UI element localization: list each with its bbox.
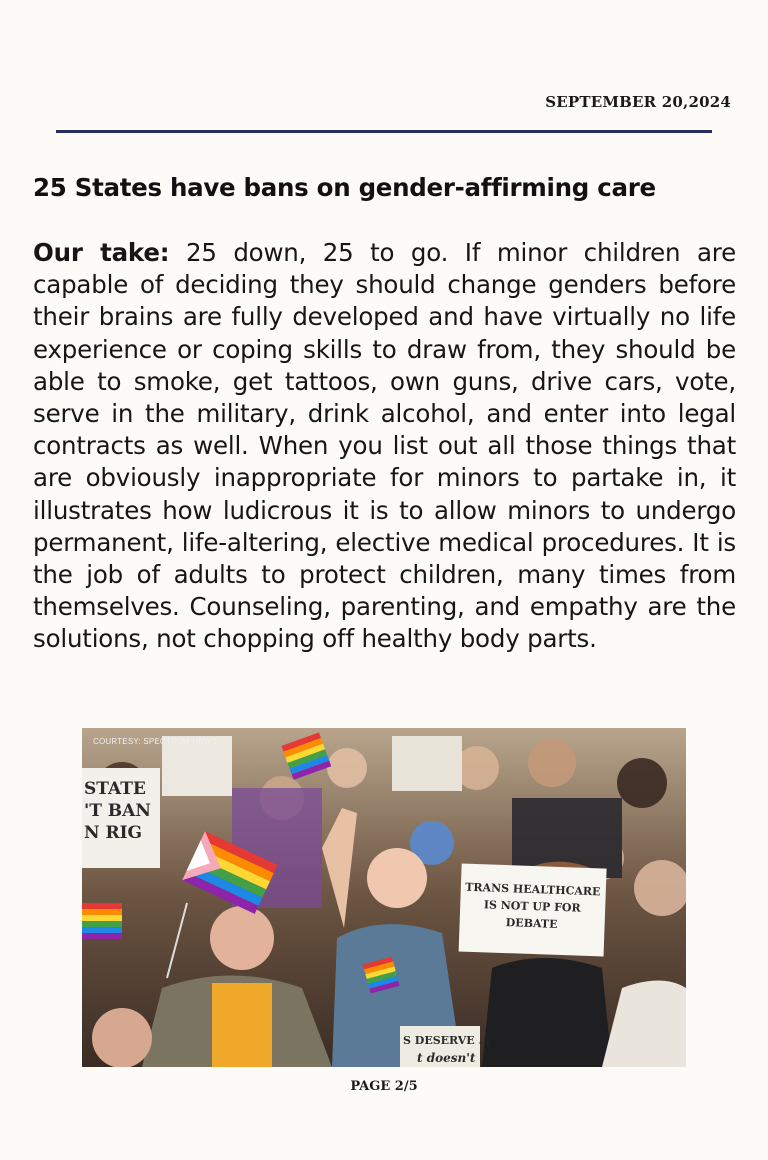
article-body bbox=[33, 237, 736, 656]
photo-credit: COURTESY: SPECTRUM NEWS bbox=[93, 737, 218, 746]
protest-photo bbox=[82, 728, 686, 1067]
bottom-sign-line-2: t doesn't bbox=[417, 1051, 476, 1065]
bottom-protest-sign bbox=[400, 1026, 490, 1067]
left-sign-line-2: 'T BAN bbox=[84, 801, 151, 821]
lead-label: Our take: bbox=[33, 238, 170, 267]
protest-illustration bbox=[82, 728, 686, 1067]
header-divider bbox=[56, 130, 712, 133]
left-sign-line-3: N RIG bbox=[84, 823, 143, 843]
left-sign-line-1: STATE bbox=[84, 779, 146, 799]
article-headline: 25 States have bans on gender-affirming care bbox=[33, 173, 656, 202]
background-sign bbox=[392, 736, 462, 791]
body-text: 25 down, 25 to go. If minor children are capable of deciding they should change genders before their brains are fully developed and have virtually no life experience or coping skills to draw from, they should be able to smoke, get tattoos, own guns, drive cars, vote, serve in the military, drink alcohol, and enter into legal contracts as well. When you list out all those things that are obviously inappropriate for minors to partake in, it illustrates how ludicrous it is to allow minors to undergo permanent, life-altering, elective medical procedures. It is the job of adults to protect children, many times from themselves. Counseling, parenting, and empathy are the solutions, not chopping off healthy body parts. bbox=[33, 238, 736, 654]
bottom-sign-line-1: S DESERVE ... bbox=[403, 1034, 491, 1047]
sign-line-3: DEBATE bbox=[505, 916, 558, 931]
page-number: PAGE 2/5 bbox=[350, 1079, 418, 1094]
left-protest-sign bbox=[82, 768, 160, 868]
sign-line-2: IS NOT UP FOR bbox=[483, 898, 581, 915]
publication-date: SEPTEMBER 20,2024 bbox=[545, 93, 731, 111]
main-protest-sign bbox=[459, 864, 607, 957]
pride-flag-edge bbox=[82, 903, 122, 939]
sign-line-1: TRANS HEALTHCARE bbox=[465, 880, 601, 899]
